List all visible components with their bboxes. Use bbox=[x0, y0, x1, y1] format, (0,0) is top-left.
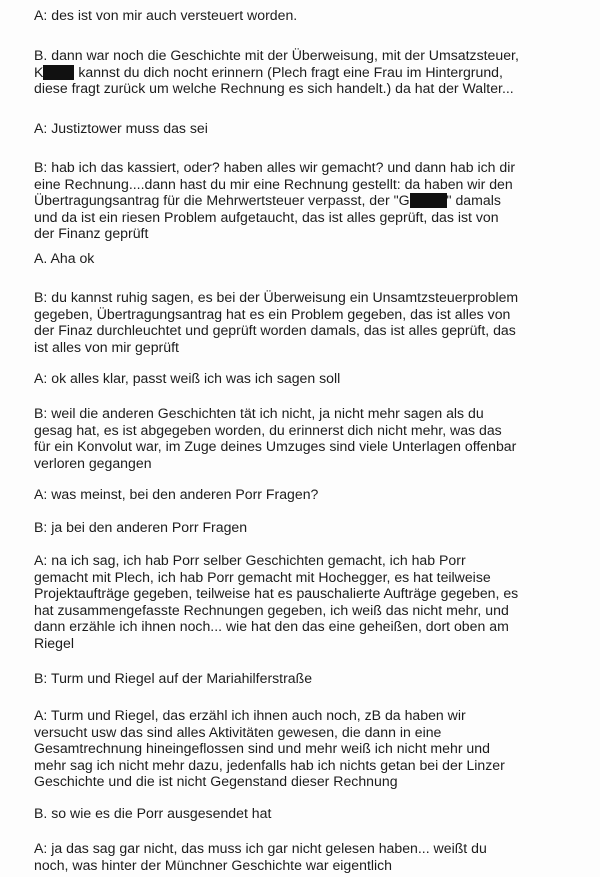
paragraph-7 bbox=[34, 370, 590, 387]
text-line: A: des ist von mir auch versteuert worden. bbox=[34, 7, 298, 23]
paragraph-6 bbox=[34, 289, 590, 355]
paragraph-5 bbox=[34, 250, 590, 267]
text-line-with-redaction bbox=[34, 64, 590, 81]
text-line: gesag hat, es ist abgegeben worden, du erinnerst dich nicht mehr, was das bbox=[34, 421, 502, 438]
paragraph-4 bbox=[34, 159, 590, 242]
text-line: Riegel bbox=[34, 634, 74, 651]
text-line-with-redaction bbox=[34, 192, 590, 209]
text-fragment: kannst du dich nocht erinnern (Plech fragt eine Frau im Hintergrund, bbox=[74, 63, 503, 80]
text-line: gegeben, Übertragungsantrag hat es ein Problem gegeben, das ist alles von bbox=[34, 305, 511, 322]
paragraph-1 bbox=[34, 7, 590, 24]
text-line: A: Justiztower muss das sei bbox=[34, 120, 208, 136]
redaction-bar bbox=[43, 65, 74, 80]
text-line: A: Turm und Riegel, das erzähl ich ihnen auch noch, zB da haben wir bbox=[34, 707, 466, 723]
text-line: A: na ich sag, ich hab Porr selber Geschichten gemacht, ich hab Porr bbox=[34, 552, 466, 568]
text-line: B: du kannst ruhig sagen, es bei der Überweisung ein Unsamtzsteuerproblem bbox=[34, 289, 519, 305]
text-line: A: was meinst, bei den anderen Porr Fragen? bbox=[34, 486, 319, 502]
paragraph-11 bbox=[34, 552, 590, 652]
redaction-bar bbox=[410, 193, 447, 208]
paragraph-14 bbox=[34, 805, 590, 822]
text-line: Geschichte und die ist nicht Gegenstand dieser Rechnung bbox=[34, 773, 398, 790]
text-line: A: ok alles klar, passt weiß ich was ich sagen soll bbox=[34, 370, 341, 386]
text-line: dann erzähle ich ihnen noch... wie hat den das eine geheißen, dort oben am bbox=[34, 618, 509, 635]
text-line: für ein Konvolut war, im Zuge deines Umzuges sind viele Unterlagen offenbar bbox=[34, 438, 517, 455]
text-line: diese fragt zurück um welche Rechnung es sich handelt.) da hat der Walter... bbox=[34, 80, 514, 97]
text-line: der Finanz geprüft bbox=[34, 225, 149, 242]
text-line: mehr sag ich nicht mehr dazu, jedenfalls hab ich nichts getan bei der Linzer bbox=[34, 756, 505, 773]
paragraph-12 bbox=[34, 670, 590, 687]
paragraph-3 bbox=[34, 120, 590, 137]
text-line: A. Aha ok bbox=[34, 250, 95, 266]
text-fragment: " damals bbox=[446, 192, 501, 209]
text-line: verloren gegangen bbox=[34, 454, 152, 471]
text-line: B: ja bei den anderen Porr Fragen bbox=[34, 519, 248, 535]
text-line: der Finaz durchleuchtet und geprüft worden damals, das ist alles geprüft, das bbox=[34, 322, 516, 339]
paragraph-10 bbox=[34, 519, 590, 536]
text-line: B. dann war noch die Geschichte mit der Überweisung, mit der Umsatzsteuer, bbox=[34, 47, 519, 63]
text-line: eine Rechnung....dann hast du mir eine Rechnung gestellt: da haben wir den bbox=[34, 175, 513, 192]
text-line: versucht usw das sind alles Aktivitäten gewesen, die dann in eine bbox=[34, 723, 442, 740]
text-fragment: Übertragungsantrag für die Mehrwertsteuer verpasst, der "G bbox=[34, 192, 410, 209]
text-line: und da ist ein riesen Problem aufgetaucht, das ist alles geprüft, das ist von bbox=[34, 208, 499, 225]
text-line: ist alles von mir geprüft bbox=[34, 338, 179, 355]
text-line: B: hab ich das kassiert, oder? haben alles wir gemacht? und dann hab ich dir bbox=[34, 159, 516, 175]
paragraph-8 bbox=[34, 405, 590, 471]
paragraph-9 bbox=[34, 486, 590, 503]
text-line: gemacht mit Plech, ich hab Porr gemacht mit Hochegger, es hat teilweise bbox=[34, 568, 491, 585]
text-line: Projektaufträge gegeben, teilweise hat es pauschalierte Aufträge gegeben, es bbox=[34, 585, 519, 602]
text-line: B: weil die anderen Geschichten tät ich nicht, ja nicht mehr sagen als du bbox=[34, 405, 484, 421]
text-line: noch, was hinter der Münchner Geschichte war eigentlich bbox=[34, 856, 393, 873]
text-line: Gesamtrechnung hineingeflossen sind und mehr weiß ich nicht mehr und bbox=[34, 740, 490, 757]
text-line: hat zusammengefasste Rechnungen gegeben, ich weiß das nicht mehr, und bbox=[34, 601, 509, 618]
paragraph-2 bbox=[34, 47, 590, 97]
text-line: A: ja das sag gar nicht, das muss ich gar nicht gelesen haben... weißt du bbox=[34, 840, 487, 856]
text-line: B. so wie es die Porr ausgesendet hat bbox=[34, 805, 272, 821]
paragraph-15 bbox=[34, 840, 590, 873]
redacted-initial: K bbox=[34, 63, 44, 80]
paragraph-13 bbox=[34, 707, 590, 790]
text-line: B: Turm und Riegel auf der Mariahilferstraße bbox=[34, 670, 313, 686]
